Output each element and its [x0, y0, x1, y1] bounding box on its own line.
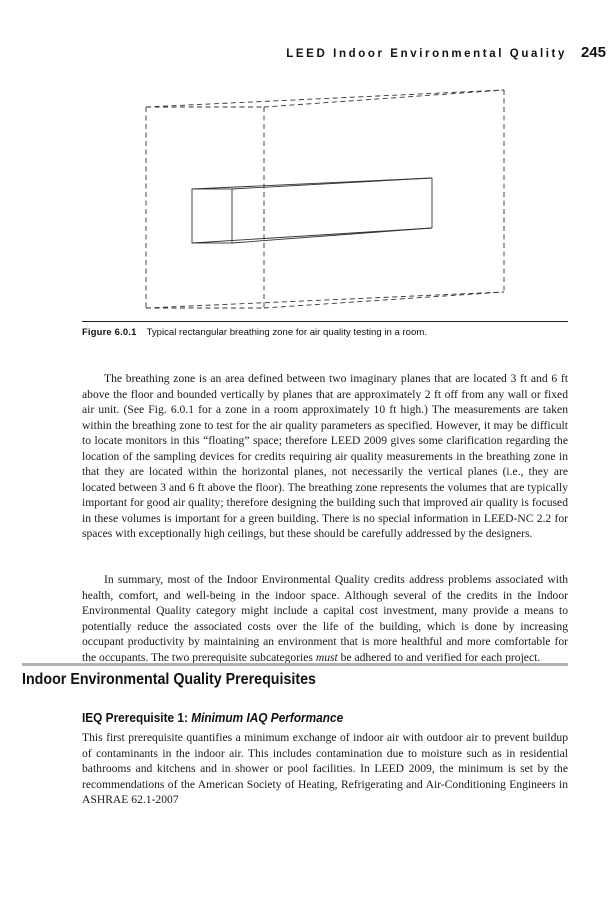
paragraph-2-text: In summary, most of the Indoor Environmental Quality credits address problems associated with health, comfort, and well-being in the indoor space. Although several of the credits in the Indoor Environmental Quality category might include a capital cost investment, many provide a means to potentially reduce the associated costs over the life of the building, which is done by increasing occupant productivity by maintaining an environment that is more healthful and more comfortable for the occupants. The two prerequisite subcategories [82, 573, 568, 664]
paragraph-breathing-zone [82, 371, 568, 542]
section-rule [22, 663, 568, 666]
room-box [146, 90, 504, 308]
breathing-zone-diagram [136, 72, 518, 320]
paragraph-prerequisite [82, 730, 568, 808]
figure-breathing-zone [136, 72, 518, 320]
caption-rule [82, 321, 568, 322]
room-floor-right-edge [264, 292, 504, 308]
paragraph-3: This first prerequisite quantifies a minimum exchange of indoor air with outdoor air to prevent buildup of contaminants in the indoor air. This includes contamination due to moisture such as in residential bathrooms and kitchens and in shower or pool facilities. In LEED 2009, the minimum is set by the recommendations of the American Society of Heating, Refrigerating and Air-Conditioning Engineers in ASHRAE 62.1-2007 [82, 731, 568, 806]
paragraph-2-end: be adhered to and verified for each project. [337, 650, 541, 664]
figure-caption [82, 326, 568, 338]
figure-label: Figure 6.0.1 [82, 326, 137, 337]
page-header [286, 44, 606, 61]
page-number: 245 [580, 44, 606, 61]
zone-bottom-left-edge [192, 228, 432, 243]
running-title: LEED Indoor Environmental Quality [286, 48, 567, 60]
breathing-zone-box [192, 178, 432, 243]
paragraph-2-emphasis: must [315, 650, 338, 664]
subsection-title: Minimum IAQ Performance [191, 711, 344, 725]
subsection-heading [82, 711, 343, 725]
paragraph-summary [82, 572, 568, 665]
section-heading: Indoor Environmental Quality Prerequisites [22, 671, 316, 688]
paragraph-1: The breathing zone is an area defined between two imaginary planes that are located 3 ft and 6 ft above the floor and bounded vertically by planes that are approximately 2 ft off from any wall or fixed air unit. (See Fig. 6.0.1 for a zone in a room approximately 10 ft high.) The measurements are taken within the breathing zone to test for the air quality parameters as specified. However, it may be difficult to locate monitors in this “floating” space; therefore LEED 2009 gives some clarification regarding the location of the sampling devices for credits requiring air quality measurements in the breathing zone in that they are located within the horizontal planes, not necessarily the vertical planes (i.e., they are located between 3 and 6 ft above the floor). The breathing zone represents the volumes that are typically important for good air quality; therefore designing the building such that improved air quality is focused in these volumes is important for a green building. There is no special information in LEED-NC 2.2 for spaces with exceptionally high ceilings, but these should be carefully addressed by the designers. [82, 372, 568, 540]
zone-top-right-edge [232, 178, 432, 189]
subsection-prefix: IEQ Prerequisite 1: [82, 711, 192, 725]
room-top-right-edge [264, 90, 504, 107]
paragraph-2 [82, 572, 568, 665]
zone-front-face [192, 189, 232, 243]
room-top-left-edge [146, 90, 504, 107]
room-floor-left-edge [146, 292, 504, 308]
figure-caption-text: Typical rectangular breathing zone for air quality testing in a room. [146, 327, 428, 338]
